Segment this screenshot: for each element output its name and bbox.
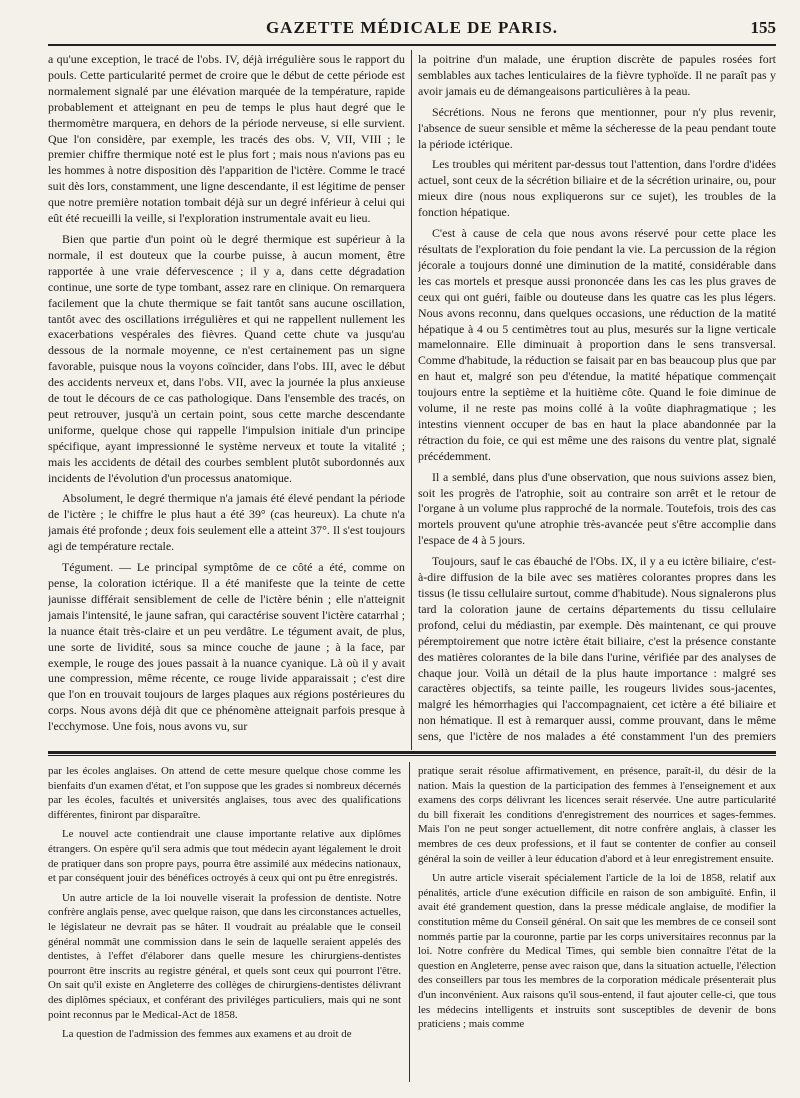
page-header [48,16,776,46]
paragraph: pratique serait résolue affirmativement, en présence, paraît-il, du désir de la nation. Mais la question de la participation des femmes à l'enseignement et aux examens des corps délivrant les licences serait réservée. Une autre particularité du bill fixerait les conditions d'enregistrement des nourrices et sages-femmes. Mais l'on ne peut songer actuellement, dit notre confrère anglais, à classer les membres de ces deux professions, et il faut se contenter de confier au conseil général la soin de veiller à leur éducation d'abord et à leur enregistrement ensuite. [418,765,776,865]
journal-title: GAZETTE MÉDICALE DE PARIS. [265,18,559,37]
paragraph: Toujours, sauf le cas ébauché de l'Obs. IX, il y a eu ictère biliaire, c'est-à-dire diffusion de la bile avec ses matières colorantes propres dans les tissus (le tissu cellulaire surtout, comme d'habitude). Nous signalerons plus tard la coloration jaune de certains départements du tissu cellulaire profond, celui du médiastin, par exemple. Dès maintenant, ce qui prouve péremptoirement que notre ictère était biliaire, c'est la présence constante des matières colorantes de la bile dans l'urine, vérifiée par des analyses de chaque jour. Voilà un détail de la plus haute importance : malgré ses caractères objectifs, sa teinte paille, les rougeurs livides sous-jacentes, malgré les hémorrhagies qui l'accompagnaient, cet ictère a été biliaire et non hématique. Il est à remarquer aussi, comme prouvant, dans le même sens, que l'ictère de nos malades a été constamment l'un des premiers [418,554,776,744]
left-column [48,52,405,744]
paragraph: par les écoles anglaises. On attend de cette mesure quelque chose comme les bienfaits d'un examen d'état, et l'on suppose que les grades si nombreux décernés par les écoles, facultés et universités anglaises, tous avec des qualifications différentes, finiront par disparaître. [48,765,401,821]
column-divider [411,50,412,750]
paragraph: La question de l'admission des femmes aux examens et au droit de [62,1028,352,1041]
paragraph: Un autre article viserait spécialement l'article de la loi de 1858, relatif aux pénalités, article d'une exécution difficile en raison de son ambiguïté. Enfin, il avait été grandement question, dans la presse médicale anglaise, de modifier la constitution même du Conseil général. On sait que les membres de ce conseil sont nommés partie par la couronne, partie par les corps universitaires reconnus par la loi. Notre confrère du Medical Times, qui semble bien connaître l'état de la question en Angleterre, pense avec raison que, dans la situation actuelle, l'élection des conseillers par tous les membres de la corporation médicale présenterait plus d'un inconvénient. Aux raisons qu'il sous-entend, il faut ajouter celle-ci, que tous les médecins intelligents et instruits sont susceptibles de devenir de bons praticiens ; mais comme [418,872,776,1031]
paragraph: Un autre article de la loi nouvelle viserait la profession de dentiste. Notre confrère anglais pense, avec quelque raison, que dans les circonstances actuelles, le législateur ne devrait pas se hâter. Il voudrait au préalable que le conseil général nommât une commission dans le sein de laquelle seraient appelés des dentistes, à l'effet d'élaborer dans quelle mesure les chirurgiens-dentistes pourront être inscrits au registre général, et quels sont ceux qui pourront l'être. On sait qu'il existe en Angleterre des collèges de chirurgiens-dentistes délivrant des diplômes spéciaux, et conférant des priviléges particuliers, mais qui ne sont point reconnus par le Medical-Act de 1858. [48,891,401,1021]
right-column [418,52,776,744]
paragraph: Sécrétions. Nous ne ferons que mentionner, pour n'y plus revenir, l'absence de sueur sensible et même la sécheresse de la peau pendant toute la période ictérique. [418,104,776,151]
bottom-right-column [418,764,776,1082]
section-divider [48,751,776,754]
paragraph: la poitrine d'un malade, une éruption discrète de papules rosées fort semblables aux taches lenticulaires de la fièvre typhoïde. Il ne paraît pas y avoir jamais eu de démangeaisons particulières à la peau. [418,52,776,98]
column-divider [409,762,410,1082]
paragraph: Tégument. — Le principal symptôme de ce côté a été, comme on pense, la coloration ictérique. Il a été manifeste que la teinte de cette jaunisse différait sensiblement de celle de l'ictère bénin ; elle n'atteignit jamais l'intensité, le jaune safran, qui caractérise souvent l'ictère catarrhal ; la nuance était très-claire et un peu verdâtre. Le tégument avait, de plus, une sorte de lividité, sous sa mince couche de jaune ; à la face, par exemple, le rouge des joues passait à la nuance cyanique. Là où il y avait une compression, même récente, ce rouge livide apparaissait ; c'est dire que l'on en trouvait toujours de larges plaques aux régions postérieures du corps. Nous avons déjà dit que ce phénomène atteignait parfois presque à l'ecchymose. Une fois, nous avons vu, sur [48,560,405,734]
section-divider-thin [48,755,776,756]
paragraph: Absolument, le degré thermique n'a jamais été élevé pendant la période de l'ictère ; le chiffre le plus haut a été 39° (cas heureux). La chute n'a jamais été profonde ; deux fois seulement elle a atteint 37°. Il s'est toujours agi de température rectale. [48,491,405,554]
paragraph: Les troubles qui méritent par-dessus tout l'attention, dans l'ordre d'idées actuel, sont ceux de la sécrétion biliaire et de la sécrétion urinaire, ou, pour mieux dire (nous nous expliquerons sur ce sujet), les troubles de la fonction hépatique. [418,157,776,220]
paragraph: Il a semblé, dans plus d'une observation, que nous suivions assez bien, soit les progrès de l'atrophie, soit au contraire son arrêt et le retour de l'organe à un volume plus rapproché de la normale. Toutefois, trois des cas mortels prouvent qu'une atrophie très-avancée peut s'être accomplie dans l'espace de 4 à 5 jours. [418,469,776,548]
paragraph: Le nouvel acte contiendrait une clause importante relative aux diplômes étrangers. On espère qu'il sera admis que tout médecin ayant légalement le droit de pratiquer dans son propre pays, pourra être assimilé aux médecins nationaux, et par conséquent jouir des bénéfices octroyés à ceux qui ont pu être enregistrés. [48,828,401,885]
bottom-left-column [48,764,401,1082]
page-number: 155 [750,18,776,37]
paragraph: C'est à cause de cela que nous avons réservé pour cette place les résultats de l'exploration du foie pendant la vie. La percussion de la région jécorale a toujours donné une diminution de la matité, considérable dans les cas mortels et presque aussi prononcée dans les cas les plus graves de ceux qui ont guéri, faible ou douteuse dans les quatre cas les plus légers. Nous avons reconnu, dans quelques occasions, une réduction de la matité hépatique à 4 ou 5 centimètres tout au plus, mesurés sur la ligne verticale mamelonnaire. Elle diminuait à proportion dans le sens transversal. Comme d'habitude, la réduction se faisait par en bas beaucoup plus que par en haut et, malgré son peu d'étendue, la matité hépatique commençait toujours entre la septième et la huitième côte. Quand le foie diminue de volume, il ne reste pas moins collé à la voûte diaphragmatique ; les intestins viennent occuper de bas en haut la place abandonnée par la rétraction du foie, ce qui est même une des raisons du ventre plat, signalé précédemment. [418,226,776,463]
paragraph: a qu'une exception, le tracé de l'obs. IV, déjà irrégulière sous le rapport du pouls. Cette particularité permet de croire que le début de cette période est normalement signalé par une élévation marquée de la température, rapide probablement et atteignant en peu de temps le plus haut degré que le thermomètre marquera, en dehors de la période nerveuse, si elle survient. Que l'on considère, par exemple, les tracés des obs. V, VII, VIII ; le premier chiffre thermique noté est le plus fort ; mais nous n'avions pas eu les hommes à notre disposition dès l'apparition de l'ictère. Comme le tracé suit dès lors, constamment, une ligne descendante, il est légitime de penser que notre première notation tombait déjà sur un degré inférieur à celui qui eût été recueilli la veille, si l'exploration instrumentale avait eu lieu. [48,52,405,226]
paragraph: Bien que partie d'un point où le degré thermique est supérieur à la normale, il est douteux que la courbe puisse, à aucun moment, être rapportée à une vraie défervescence ; il y a, dans cette dégradation continue, une sorte de type tombant, assez rare en clinique. On remarquera facilement que la chute thermique se fait tantôt sans aucune oscillation, tantôt avec des oscillations irrégulières et qui ne rappellent nullement les exacerbations vespérales des fièvres. Quand cette chute va jusqu'au dessous de la normale moyenne, ce n'est certainement pas un signe favorable, puisque nous la voyons coïncider, dans l'obs. III, avec le début des accidents nerveux et, dans l'obs. VII, avec la journée la plus anxieuse de tout le décours de ce cas pathologique. Dans l'ensemble des tracés, on peut retrouver, jusqu'à un certain point, sous cette marche descendante uniforme, quelque chose qui rappelle l'impulsion initiale d'un principe spécifique, ayant impressionné le système nerveux et toute la vitalité ; mais les accidents de détail des courbes semblent plutôt subordonnés aux incidents de l'évolution d'un processus anatomique. [48,231,405,485]
